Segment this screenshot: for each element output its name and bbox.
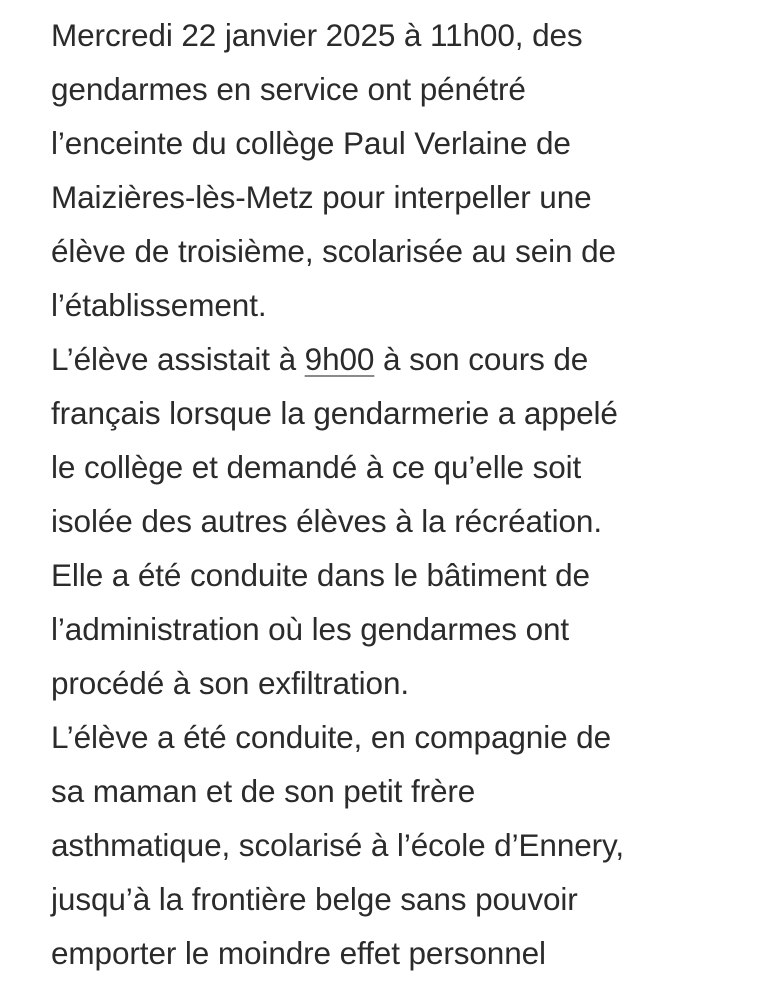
text-line: jusqu’à la frontière belge sans pouvoir <box>51 881 578 917</box>
note-body <box>51 8 751 980</box>
text-line: Mercredi 22 janvier 2025 à 11h00, des <box>51 17 583 53</box>
text-segment: à son cours de <box>374 341 589 377</box>
paragraph-2 <box>51 332 751 710</box>
text-line: l’enceinte du collège Paul Verlaine de <box>51 125 571 161</box>
time-link[interactable]: 9h00 <box>304 341 375 377</box>
text-line: Maizières-lès-Metz pour interpeller une <box>51 179 592 215</box>
text-line: l’administration où les gendarmes ont <box>51 611 570 647</box>
text-line: français lorsque la gendarmerie a appelé <box>51 395 618 431</box>
text-segment: L’élève assistait à <box>51 341 305 377</box>
text-line: emporter le moindre effet personnel <box>51 935 546 971</box>
text-line: L’élève a été conduite, en compagnie de <box>51 719 612 755</box>
text-line: asthmatique, scolarisé à l’école d’Ennery, <box>51 827 625 863</box>
text-line: l’établissement. <box>51 287 267 323</box>
text-line: gendarmes en service ont pénétré <box>51 71 526 107</box>
paragraph-1 <box>51 8 751 332</box>
text-line: sa maman et de son petit frère <box>51 773 476 809</box>
text-line: Elle a été conduite dans le bâtiment de <box>51 557 590 593</box>
paragraph-3 <box>51 710 751 980</box>
text-line: le collège et demandé à ce qu’elle soit <box>51 449 582 485</box>
text-line <box>51 332 751 386</box>
text-line: élève de troisième, scolarisée au sein de <box>51 233 616 269</box>
text-line: procédé à son exfiltration. <box>51 665 410 701</box>
text-line: isolée des autres élèves à la récréation. <box>51 503 602 539</box>
